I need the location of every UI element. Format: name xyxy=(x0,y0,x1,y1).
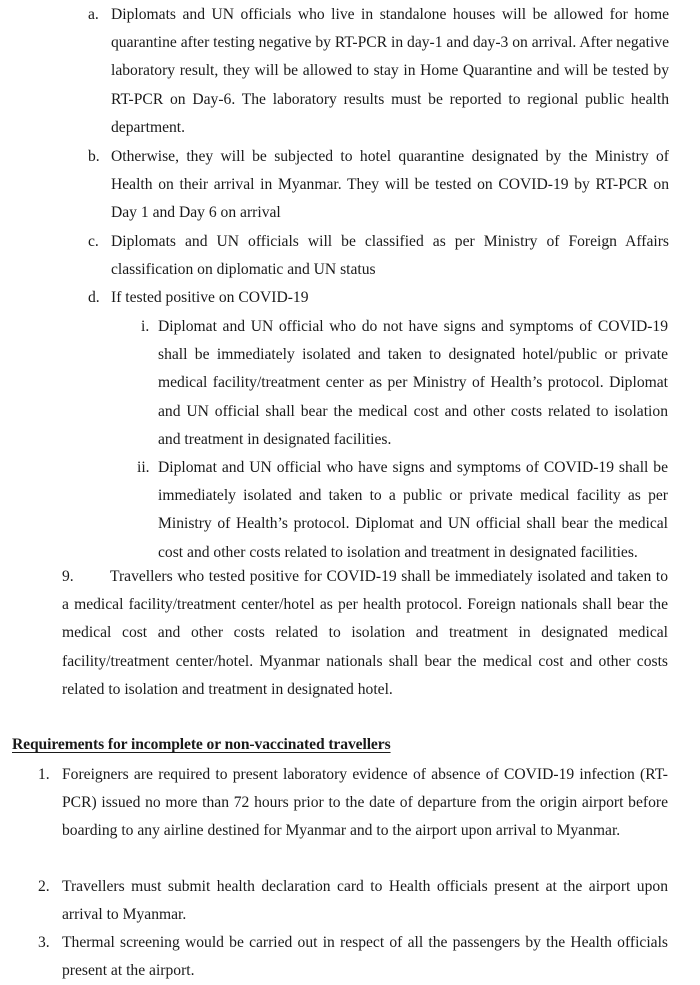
section-heading: Requirements for incomplete or non-vaccinated travellers xyxy=(12,736,391,753)
sub-list-marker-i: i. xyxy=(141,318,150,335)
sub-list-marker-ii: ii. xyxy=(137,459,150,476)
requirement-item-1: Foreigners are required to present laboratory evidence of absence of COVID-19 infection (RT-PCR) issued no more than 72 hours prior to the date of departure from the origin airport before boarding to any airline destined for Myanmar and to the airport upon arrival to Myanmar. xyxy=(62,766,668,840)
paragraph-9-text: Travellers who tested positive for COVID-19 shall be immediately isolated and taken to a medical facility/treatment center/hotel as per health protocol. Foreign nationals shall bear the medical cost and other costs related to isolation and treatment in designated medical facility/treatment center/hotel. Myanmar nationals shall bear the medical cost and other costs related to isolation and treatment in designated hotel. xyxy=(62,568,668,698)
requirement-item-3: Thermal screening would be carried out in respect of all the passengers by the Health officials present at the airport. xyxy=(62,934,668,980)
sub-list-item-i: Diplomat and UN official who do not have signs and symptoms of COVID-19 shall be immediately isolated and taken to designated hotel/public or private medical facility/treatment center as per Ministry of Health’s protocol. Diplomat and UN official shall bear the medical cost and other costs related to isolation and treatment in designated facilities. xyxy=(158,318,668,448)
requirement-marker-2: 2. xyxy=(38,878,50,895)
paragraph-9-marker: 9. xyxy=(62,568,74,585)
list-item-b: Otherwise, they will be subjected to hotel quarantine designated by the Ministry of Health on their arrival in Myanmar. They will be tested on COVID-19 by RT-PCR on Day 1 and Day 6 on arrival xyxy=(111,148,669,222)
requirement-item-2: Travellers must submit health declaration card to Health officials present at the airport upon arrival to Myanmar. xyxy=(62,878,668,924)
requirement-marker-1: 1. xyxy=(38,766,50,783)
list-item-a: Diplomats and UN officials who live in standalone houses will be allowed for home quarantine after testing negative by RT-PCR in day-1 and day-3 on arrival. After negative laboratory result, they will be allowed to stay in Home Quarantine and will be tested by RT-PCR on Day-6. The laboratory results must be reported to regional public health department. xyxy=(111,6,669,136)
list-marker-d: d. xyxy=(88,289,100,306)
list-item-c: Diplomats and UN officials will be classified as per Ministry of Foreign Affairs classification on diplomatic and UN status xyxy=(111,233,669,279)
list-marker-a: a. xyxy=(88,6,99,23)
list-marker-c: c. xyxy=(88,233,99,250)
list-marker-b: b. xyxy=(88,148,100,165)
list-item-d: If tested positive on COVID-19 xyxy=(111,289,309,306)
sub-list-item-ii: Diplomat and UN official who have signs and symptoms of COVID-19 shall be immediately isolated and taken to a public or private medical facility as per Ministry of Health’s protocol. Diplomat and UN official shall bear the medical cost and other costs related to isolation and treatment in designated facilities. xyxy=(158,459,668,561)
requirement-marker-3: 3. xyxy=(38,934,50,951)
